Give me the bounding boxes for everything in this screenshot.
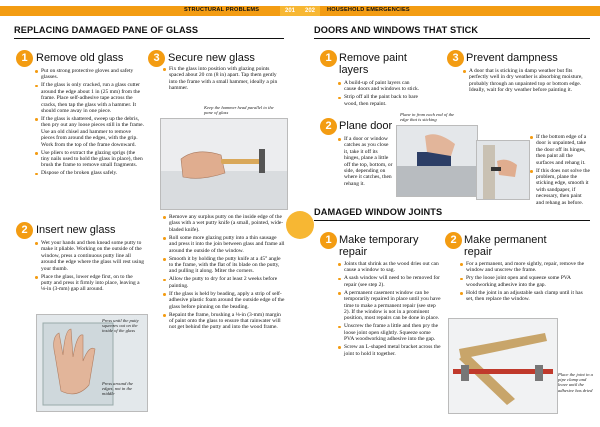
hammer-illustration [161, 119, 287, 209]
step-title-insert-new-glass: Insert new glass [36, 224, 116, 236]
step-temp-bullets [338, 261, 442, 359]
thumb-tab-left [286, 211, 300, 239]
bullet: If the glass is only cracked, run a glass cutter around the edge about 1 in (25 mm) from the frame. Place self-adhesive tape across the cracks, then tap the glass with a hammer. It should come away in one piece. [35, 82, 145, 114]
bullet: Wet your hands and then knead some putty to make it pliable. Working on the outside of the window, press a continuous putty line all around the edge where the glass will rest using your thumb. [35, 240, 145, 272]
step-number-2: 2 [320, 118, 337, 135]
bullet: Fix the glass into position with glazing points spaced about 20 cm (8 in) apart. Tap them gently into the frame with a small hammer, ideally a pin hammer. [163, 66, 285, 92]
step-number-3: 3 [447, 50, 464, 67]
bullet: For a permanent, and more sightly, repair, remove the window and unscrew the frame. [460, 261, 586, 274]
photo-planing-door [396, 125, 478, 197]
plane-illustration [397, 126, 477, 196]
step-title-remove-paint-layers: Remove paint layers [339, 52, 407, 76]
section-title-doors-windows: DOORS AND WINDOWS THAT STICK [314, 22, 590, 39]
step-2-bullets [338, 136, 394, 189]
bullet: If this does not solve the problem, plane the sticking edge, smooth it with sandpaper, if necessary, then paint and rehang as before. [530, 168, 590, 206]
right-page [300, 0, 600, 427]
photo-pipe-clamp [448, 318, 558, 414]
step-3-bullets-top [463, 68, 587, 95]
caption-pipe-clamp: Place the joint in a pipe clamp and leave until the adhesive has dried [558, 372, 593, 393]
step-number-1: 1 [16, 50, 33, 67]
step-perm-bullets [460, 261, 586, 304]
bullet: Screw an L-shaped metal bracket across the joint to hold it together. [338, 344, 442, 357]
bullet: Smooth it by holding the putty knife at a 45° angle to the frame, with the flat of its blade on the putty, and pulling it along. Miter the corners. [163, 256, 285, 275]
section-title-window-joints: DAMAGED WINDOW JOINTS [314, 204, 590, 221]
bullet: Remove any surplus putty on the inside edge of the glass with a wet putty knife (a small, pointed, wide-bladed knife). [163, 214, 285, 233]
step-title-remove-old-glass: Remove old glass [36, 52, 124, 64]
step-3-bullets [163, 214, 285, 332]
bullet: Allow the putty to dry for at least 2 weeks before painting. [163, 276, 285, 289]
step-title-secure-new-glass: Secure new glass [168, 52, 255, 64]
bullet: Joints that shrink as the wood dries out can cause a window to sag. [338, 261, 442, 274]
step-number-3: 3 [148, 50, 165, 67]
bullet: Repaint the frame, brushing a ⅛-in (3-mm) margin of paint onto the glass to ensure that rainwater will not get behind the putty and into the wood frame. [163, 312, 285, 331]
step-number-1: 1 [320, 50, 337, 67]
running-head-left: STRUCTURAL PROBLEMS [184, 7, 260, 13]
step-title-permanent-repair: Make permanent repair [464, 234, 547, 258]
bullet: Unscrew the frame a little and then pry the loose joint open slightly. Squeeze some PVA woodworking adhesive into the gap. [338, 323, 442, 342]
bullet: Strip off all the paint back to bare wood, then repaint. [338, 94, 422, 107]
bullet: A sash window will need to be removed for repair (see step 2). [338, 275, 442, 288]
caption-press-edges: Press around the edges, not in the middle [102, 381, 134, 397]
step-number-2: 2 [16, 222, 33, 239]
paintbrush-illustration [477, 141, 529, 199]
step-1-bullets [338, 80, 422, 109]
bullet: If a door or window catches as you close it, take it off its hinges, plane a little off the top, bottom, or side, depending on where it catches, then rehang it. [338, 136, 394, 187]
page-number-right: 202 [300, 6, 320, 16]
photo-paint-door-edge [476, 140, 530, 200]
bullet: If the glass is held by beading, apply a strip of self-adhesive plastic foam around the outside edge of the glass before pinning on the beading. [163, 291, 285, 310]
running-head-right: HOUSEHOLD EMERGENCIES [327, 7, 410, 13]
bullet: If the glass is shattered, sweep up the debris, then pry out any loose pieces still in the frame. Use an old chisel and hammer to remove pieces from around the edges, with the grip. Work from the top of the frame downward. [35, 116, 145, 148]
step-3-bullets-top [163, 66, 285, 93]
bullet: Hold the joint in an adjustable sash clamp until it has set, then replace the window. [460, 290, 586, 303]
bullet: A permanent casement window can be temporarily repaired in place until you have time to make a permanent repair (see step 2). If the window is not in a prominent position, most repairs can be done in place. [338, 290, 442, 322]
step-number-2: 2 [445, 232, 462, 249]
photo-hammer-glazing [160, 118, 288, 210]
step-title-prevent-dampness: Prevent dampness [466, 52, 558, 64]
step-number-1: 1 [320, 232, 337, 249]
thumb-tab-right [300, 211, 314, 239]
page-number-left: 201 [280, 6, 300, 16]
bullet: If the bottom edge of a door is unpainted, take the door off its hinges, then paint all the surfaces and rehang it. [530, 134, 590, 166]
bullet: A door that is sticking in damp weather but fits perfectly well in dry weather is absorbing moisture, probably through an unpainted top or bottom edge. Ideally, wait for dry weather before painting it. [463, 68, 587, 94]
bullet: Put on strong protective gloves and safety glasses. [35, 68, 145, 81]
caption-hammer-parallel: Keep the hammer head parallel to the pane of glass [204, 105, 274, 116]
step-2-bullets [35, 240, 145, 294]
bullet: Place the glass, lower edge first, on to the putty and press it firmly into place, leaving a ⅛-in (3-mm) gap all around. [35, 274, 145, 293]
step-title-plane-door: Plane door [339, 120, 393, 132]
bullet: A build-up of paint layers can cause doors and windows to stick. [338, 80, 422, 93]
bullet: Roll some more glazing putty into a thin sausage and press it into the join between glass and frame all around the outside of the window. [163, 235, 285, 254]
caption-putty-squeeze: Press until the putty squeezes out on the inside of the glass [102, 318, 139, 334]
clamp-illustration [449, 319, 557, 413]
step-title-temporary-repair: Make temporary repair [339, 234, 419, 258]
step-3-bullets [530, 134, 590, 208]
bullet: Dispose of the broken glass safely. [35, 170, 145, 176]
section-title-replacing-glass: REPLACING DAMAGED PANE OF GLASS [14, 22, 284, 39]
bullet: Use pliers to extract the glazing sprigs (the tiny nails used to hold the glass in place), then brush the frame to remove small fragments. [35, 150, 145, 169]
bullet: Pry the loose joint open and squeeze some PVA woodworking adhesive into the gap. [460, 275, 586, 288]
caption-plane-from-ends: Plane in from each end of the edge that is sticking [400, 112, 455, 123]
step-1-bullets [35, 68, 145, 178]
